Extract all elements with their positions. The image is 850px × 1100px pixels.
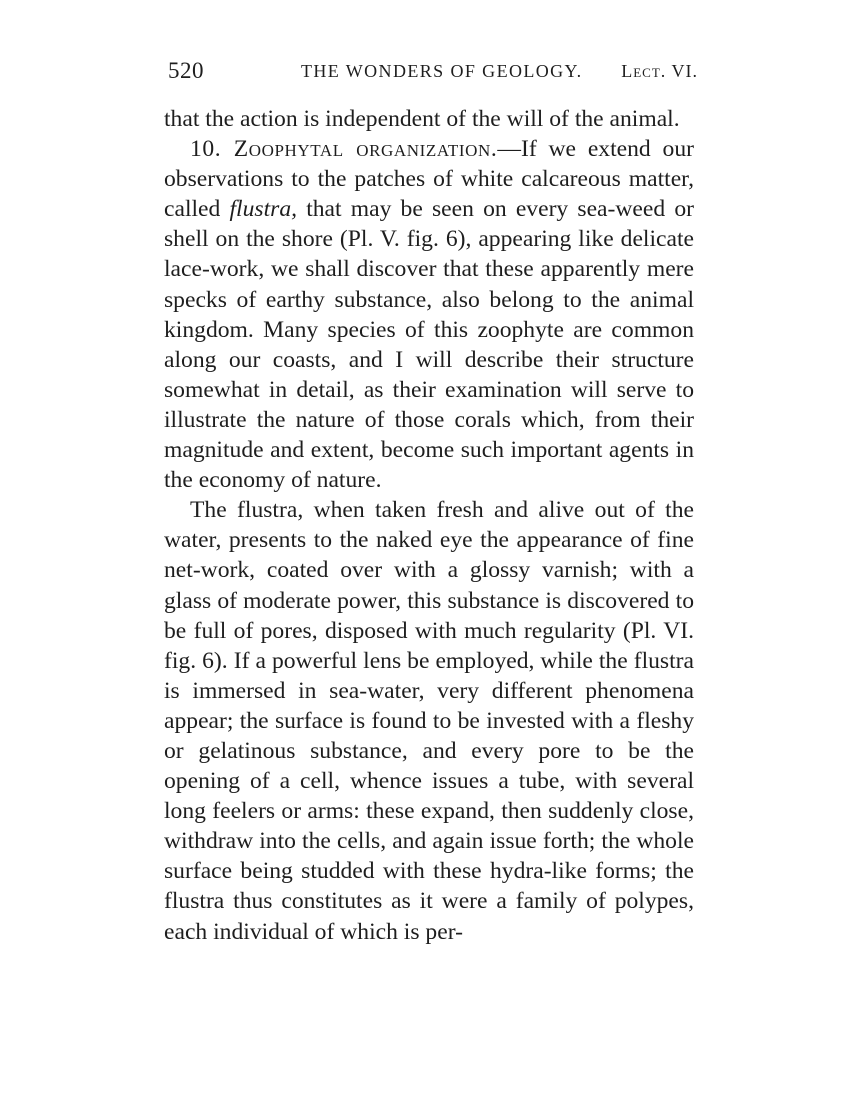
body-text xyxy=(164,104,694,947)
italic-term: flustra, xyxy=(229,196,298,223)
paragraph-continuation: that the action is independent of the will of the animal. xyxy=(164,106,680,132)
paragraph-text: that may be seen on every sea-weed or shell on the shore (Pl. V. fig. 6), appearing like delicate lace-work, we shall discover that these apparently mere specks of earthy substance, also belong to the animal kingdom. Many species of this zoophyte are common along our coasts, and I will describe their structure somewhat in detail, as their examination will serve to illustrate the nature of those corals which, from their magnitude and extent, become such important agents in the economy of nature. xyxy=(164,196,694,494)
paragraph-flustra: The flustra, when taken fresh and alive out of the water, presents to the naked eye the appearance of fine net-work, coated over with a glossy varnish; with a glass of moderate power, this substance is discovered to be full of pores, disposed with much regularity (Pl. VI. fig. 6). If a powerful lens be employed, while the flustra is immersed in sea-water, very different phenomena appear; the surface is found to be invested with a fleshy or gelatinous substance, and every pore to be the opening of a cell, whence issues a tube, with several long feelers or arms: these expand, then suddenly close, withdraw into the cells, and again issue forth; the whole surface being studded with these hydra-like forms; the flustra thus constitutes as it were a family of polypes, each individual of which is per- xyxy=(164,497,694,945)
section-heading: 10. Zoophytal organization. xyxy=(190,136,498,163)
lecture-number: VI. xyxy=(671,61,698,81)
lecture-marker xyxy=(621,61,698,82)
running-title: THE WONDERS OF GEOLOGY. xyxy=(301,61,583,81)
paragraph-text: —If we extend our observations to the patches of white calcareous matter, called xyxy=(164,136,694,223)
page-number: 520 xyxy=(168,58,204,83)
running-head xyxy=(166,58,698,92)
paragraph-zoophytal-organization xyxy=(164,134,694,495)
lecture-abbreviation: Lect. xyxy=(621,61,667,81)
